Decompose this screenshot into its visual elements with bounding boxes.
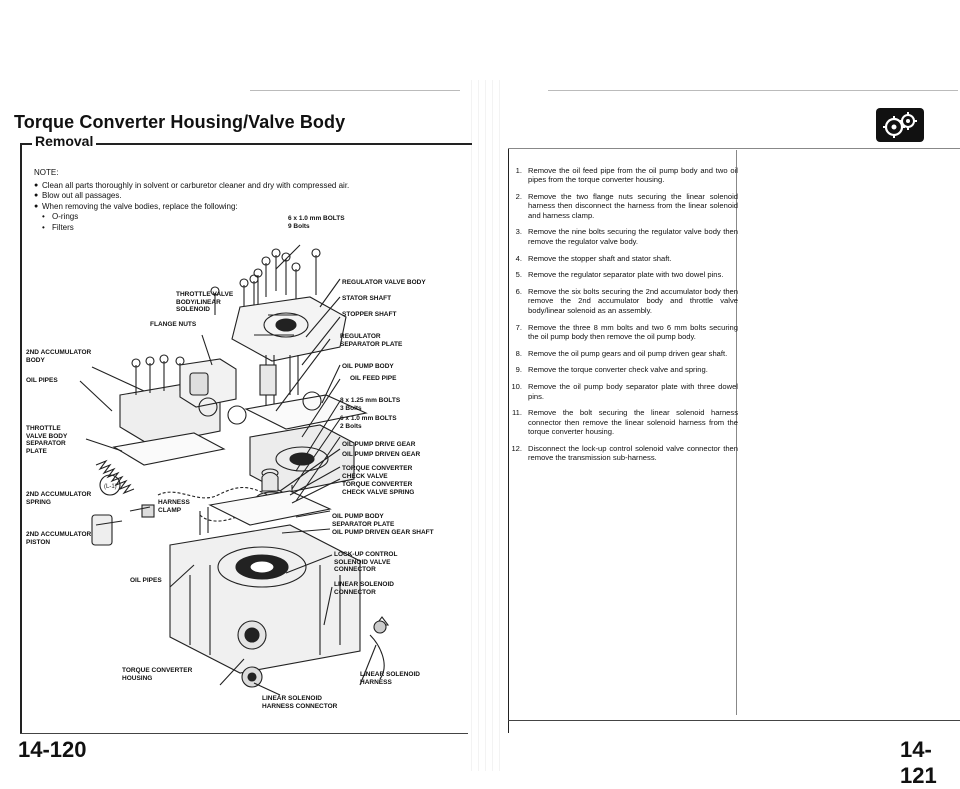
label-accumulator-spring: 2ND ACCUMULATOR SPRING <box>26 491 92 506</box>
step-item <box>508 270 738 279</box>
right-page <box>488 0 960 788</box>
gear-icon <box>876 108 924 142</box>
step-number: 6. <box>515 287 522 297</box>
label-oil-pipes-top: OIL PIPES <box>26 377 58 384</box>
page-title: Torque Converter Housing/Valve Body <box>14 112 346 132</box>
note-item: ● When removing the valve bodies, replace the following: <box>34 202 454 213</box>
step-number: 2. <box>515 192 522 202</box>
label-oil-feed-pipe: OIL FEED PIPE <box>350 375 397 382</box>
label-accumulator-body: 2ND ACCUMULATOR BODY <box>26 349 92 364</box>
step-text: Remove the oil feed pipe from the oil pump body and two oil pipes from the torque converter housing. <box>528 166 738 185</box>
label-bolts-125: 8 x 1.25 mm BOLTS 3 Bolts <box>340 397 401 412</box>
label-tc-check-valve: TORQUE CONVERTER CHECK VALVE <box>342 465 413 480</box>
notes-heading: NOTE: <box>34 168 59 177</box>
top-rule <box>548 90 958 91</box>
label-linear-solenoid-connector: LINEAR SOLENOID CONNECTOR <box>334 581 394 596</box>
label-bolts-10: 6 x 1.0 mm BOLTS 2 Bolts <box>340 415 397 430</box>
step-number: 3. <box>515 227 522 237</box>
label-throttle-separator-plate: THROTTLE VALVE BODY SEPARATOR PLATE <box>26 425 68 455</box>
step-text: Remove the three 8 mm bolts and two 6 mm bolts securing the oil pump body then remove the oil pump body. <box>528 322 738 341</box>
label-linear-solenoid-harness-connector: LINEAR SOLENOID HARNESS CONNECTOR <box>262 695 338 710</box>
step-text: Remove the oil pump body separator plate with three dowel pins. <box>528 382 738 401</box>
step-number: 1. <box>515 166 522 175</box>
step-number: 9. <box>515 365 522 375</box>
step-text: Remove the two flange nuts securing the linear solenoid harness then disconnect the harness from the linear solenoid and harness clamp. <box>528 192 738 220</box>
label-tc-check-valve-spring: TORQUE CONVERTER CHECK VALVE SPRING <box>342 481 415 496</box>
step-text: Remove the six bolts securing the 2nd accumulator body then remove the 2nd accumulator body and throttle valve body/linear solenoid as an assembly. <box>528 287 738 315</box>
label-stator-shaft: STATOR SHAFT <box>342 295 392 302</box>
note-subitem: • O-rings <box>34 212 454 223</box>
note-item: ● Clean all parts thoroughly in solvent or carburetor cleaner and dry with compressed air. <box>34 181 454 192</box>
note-item: ● Blow out all passages. <box>34 191 454 202</box>
procedure-top-rule <box>508 148 960 149</box>
step-number: 4. <box>515 253 522 263</box>
page-number-left: 14-120 <box>18 737 87 762</box>
label-accumulator-piston: 2ND ACCUMULATOR PISTON <box>26 531 92 546</box>
label-tc-housing: TORQUE CONVERTER HOUSING <box>122 667 193 682</box>
step-item <box>508 227 738 246</box>
step-item <box>508 166 738 185</box>
svg-text:(L-1): (L-1) <box>104 484 117 490</box>
section-heading: Removal <box>32 133 96 149</box>
page-number-right: 14-121 <box>900 737 937 788</box>
label-harness-clamp: HARNESS CLAMP <box>158 499 190 514</box>
step-text: Remove the regulator separator plate with two dowel pins. <box>528 270 724 280</box>
step-text: Disconnect the lock-up control solenoid valve connector then remove the transmission sub-harness. <box>528 443 738 463</box>
label-oil-pump-driven-gear: OIL PUMP DRIVEN GEAR <box>342 451 421 458</box>
step-number: 12. <box>511 443 522 453</box>
bottom-rule <box>508 720 960 721</box>
step-item <box>508 323 738 342</box>
step-item <box>508 365 738 374</box>
step-item <box>508 382 738 401</box>
label-linear-solenoid-harness: LINEAR SOLENOID HARNESS <box>360 671 420 686</box>
label-regulator-valve-body: REGULATOR VALVE BODY <box>342 279 426 286</box>
label-lockup-connector: LOCK-UP CONTROL SOLENOID VALVE CONNECTOR <box>334 551 398 573</box>
label-regulator-separator-plate: REGULATOR SEPARATOR PLATE <box>340 333 403 348</box>
label-oil-pump-body-separator-plate: OIL PUMP BODY SEPARATOR PLATE <box>332 513 395 528</box>
left-page <box>0 0 478 771</box>
bottom-rule <box>20 733 468 734</box>
step-number: 10. <box>511 382 522 392</box>
note-subitem: • Filters <box>34 223 454 234</box>
step-number: 7. <box>515 322 522 332</box>
label-throttle-valve-body: THROTTLE VALVE BODY/LINEAR SOLENOID <box>176 291 234 313</box>
label-oil-pump-body: OIL PUMP BODY <box>342 363 394 370</box>
label-stopper-shaft: STOPPER SHAFT <box>342 311 397 318</box>
step-item <box>508 349 738 358</box>
label-oil-pump-drive-gear: OIL PUMP DRIVE GEAR <box>342 441 416 448</box>
step-item <box>508 408 738 436</box>
label-oil-pipes-bottom: OIL PIPES <box>130 577 162 584</box>
top-rule <box>250 90 460 91</box>
step-number: 5. <box>515 270 522 280</box>
step-number: 8. <box>515 348 522 358</box>
section-bar <box>20 143 22 733</box>
step-text: Remove the torque converter check valve and spring. <box>528 365 708 375</box>
label-flange-nuts: FLANGE NUTS <box>150 321 197 328</box>
step-text: Remove the bolt securing the linear solenoid harness connector then remove the linear solenoid harness from the torque converter housing. <box>528 408 738 436</box>
step-text: Remove the oil pump gears and oil pump driven gear shaft. <box>528 348 728 358</box>
step-item <box>508 444 738 463</box>
step-number: 11. <box>512 408 522 418</box>
removal-steps <box>508 166 738 470</box>
step-item <box>508 254 738 263</box>
label-oil-pump-driven-gear-shaft: OIL PUMP DRIVEN GEAR SHAFT <box>332 529 434 536</box>
step-text: Remove the nine bolts securing the regulator valve body then remove the regulator valve body. <box>528 227 738 246</box>
transmission-gear-icon <box>876 108 924 142</box>
step-item <box>508 287 738 315</box>
label-bolts-top: 6 x 1.0 mm BOLTS 9 Bolts <box>288 215 345 230</box>
step-text: Remove the stopper shaft and stator shaft. <box>528 253 672 263</box>
step-item <box>508 192 738 220</box>
exploded-view-diagram <box>26 215 470 730</box>
